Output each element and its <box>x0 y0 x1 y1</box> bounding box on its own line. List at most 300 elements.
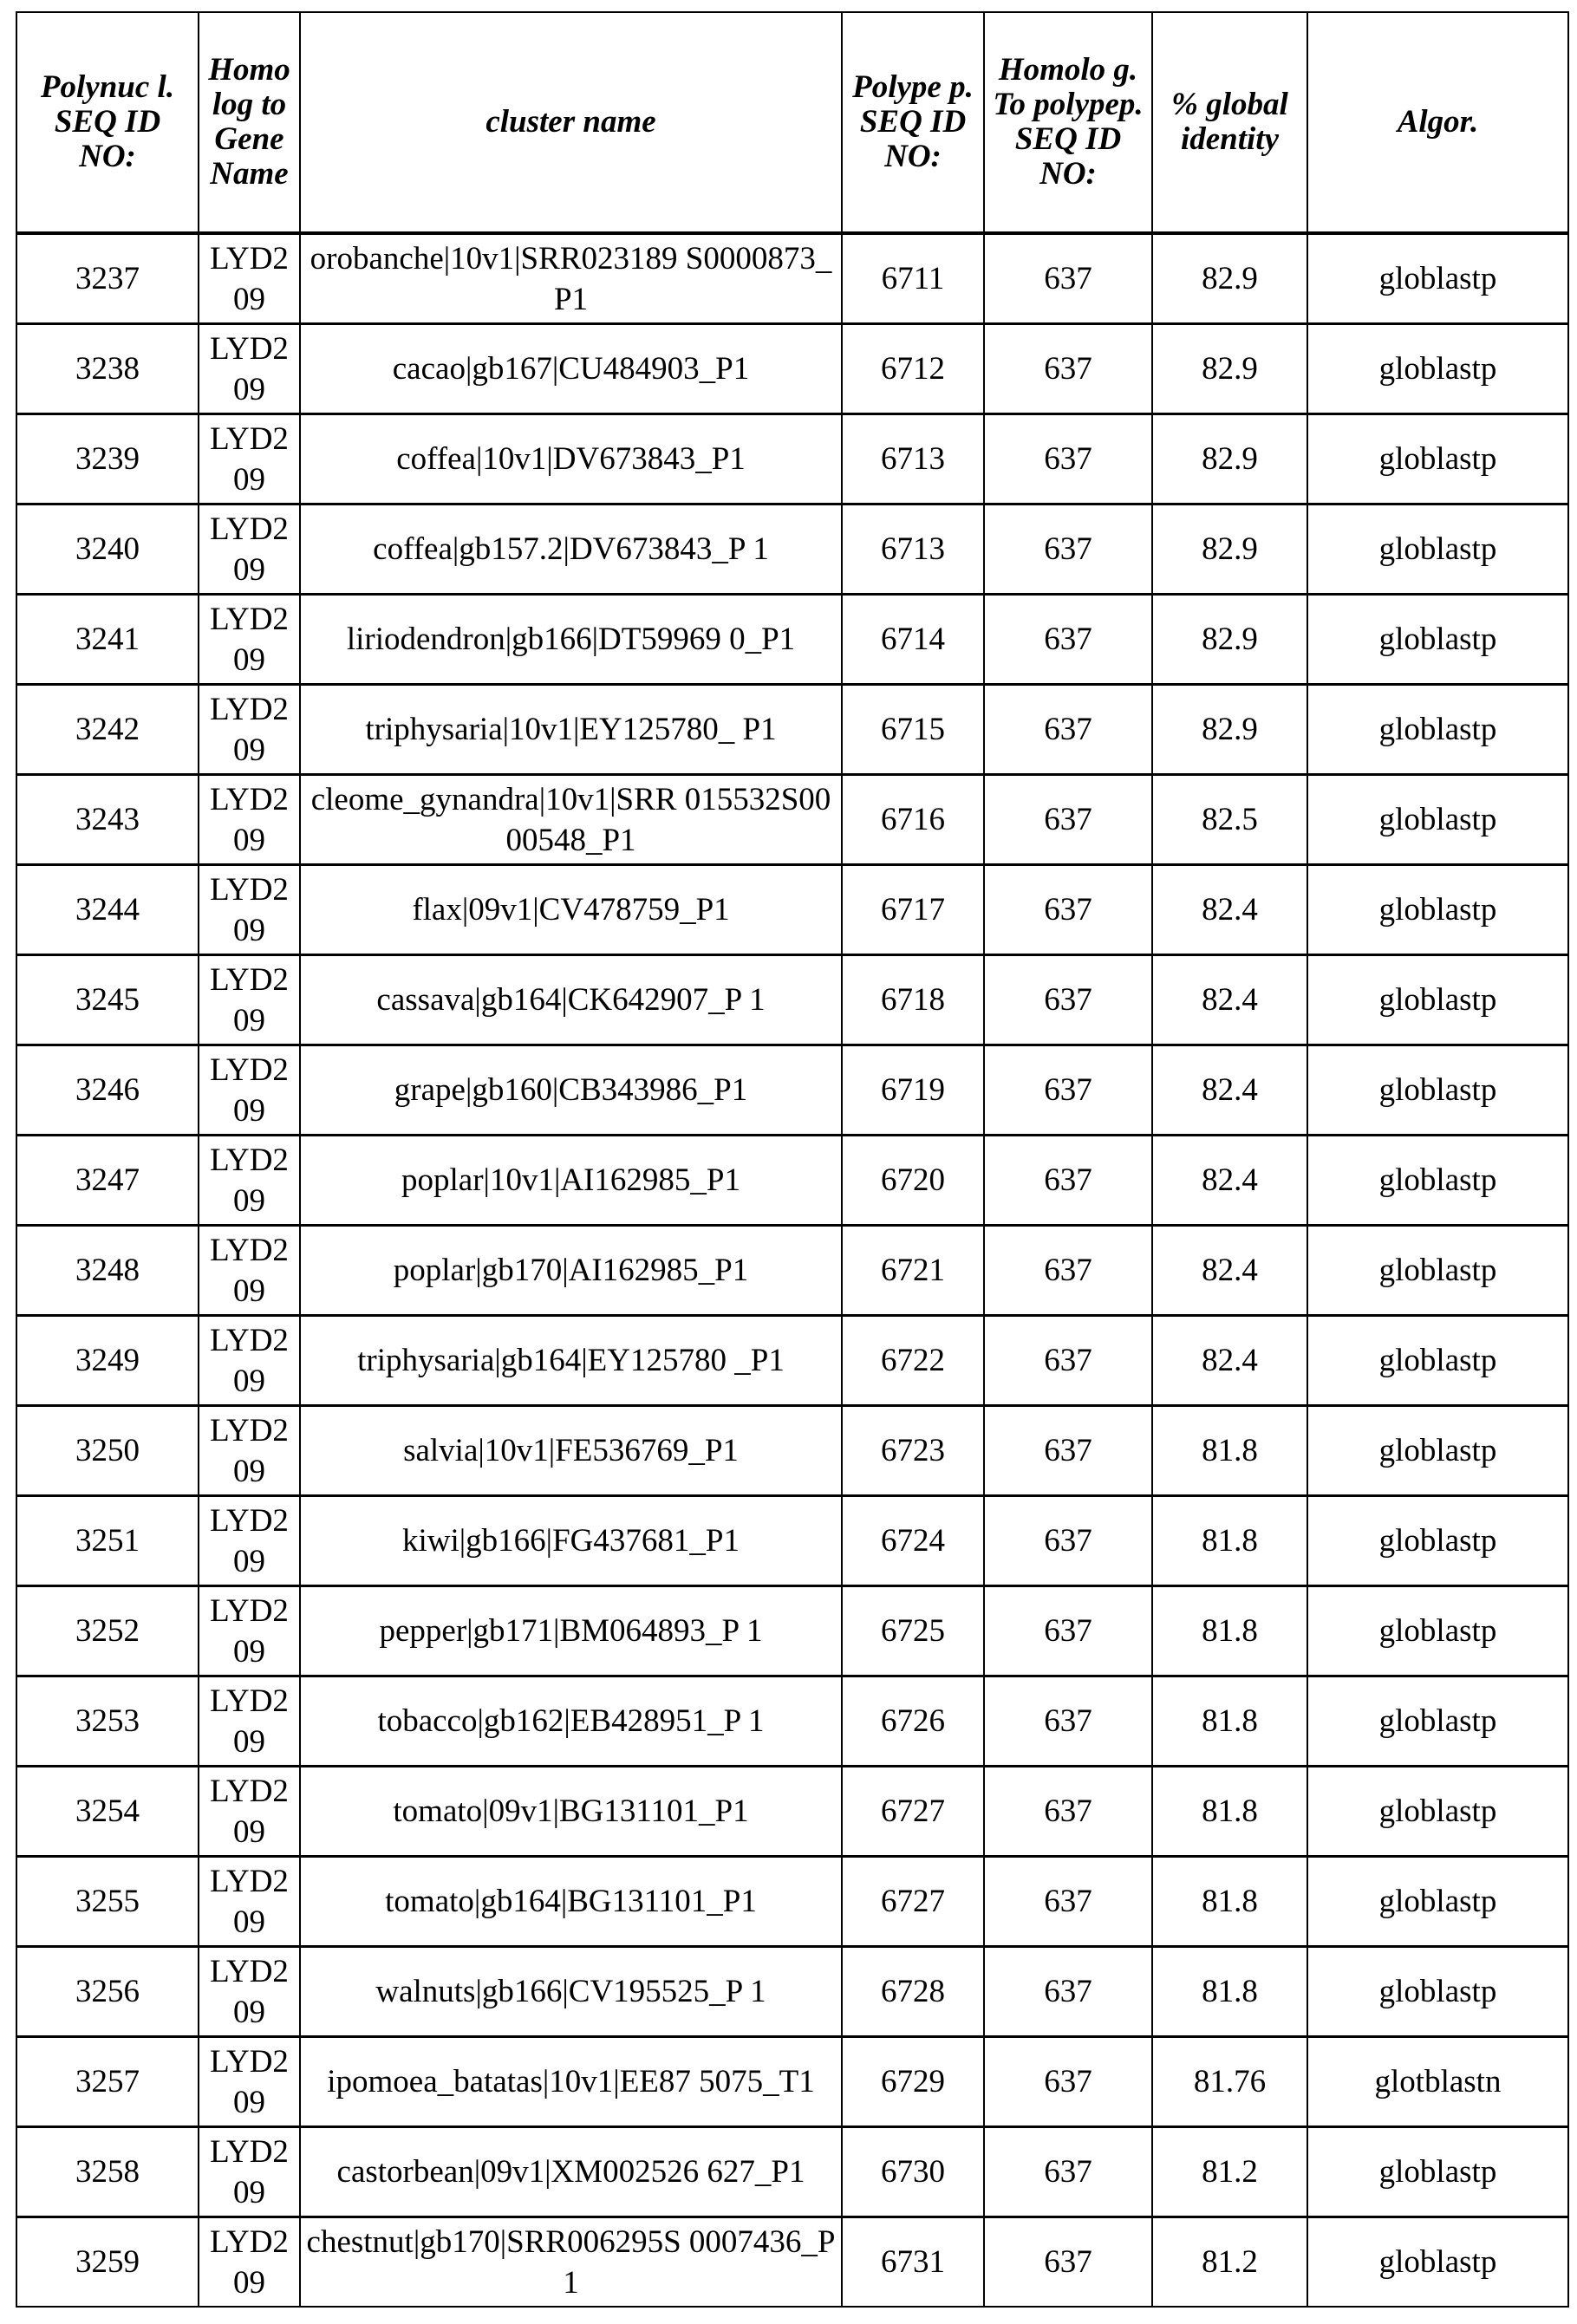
cell-cluster-name-text: ipomoea_batatas|10v1|EE87 5075_T1 <box>327 2064 815 2099</box>
cell-polypep-seq-id <box>842 1406 984 1496</box>
cell-homolog-gene-text: LYD2 09 <box>210 1863 289 1940</box>
cell-polynucl-seq-id-text: 3255 <box>75 1884 140 1919</box>
cell-polypep-seq-id-text: 6728 <box>881 1974 945 2009</box>
cell-homolog-gene <box>199 1676 300 1767</box>
cell-algorithm-text: globlastp <box>1378 531 1497 567</box>
cell-global-identity-text: 81.8 <box>1202 1613 1258 1649</box>
cell-cluster-name-text: chestnut|gb170|SRR006295S 0007436_P1 <box>306 2223 836 2301</box>
cell-cluster-name-text: kiwi|gb166|FG437681_P1 <box>402 1523 740 1559</box>
cell-polynucl-seq-id <box>16 233 199 324</box>
cell-algorithm <box>1307 505 1568 595</box>
cell-homolog-gene <box>199 1586 300 1676</box>
cell-global-identity <box>1152 1045 1307 1136</box>
cell-cluster-name <box>300 1226 842 1316</box>
cell-polynucl-seq-id <box>16 775 199 865</box>
table-row <box>16 955 1568 1045</box>
cell-polynucl-seq-id-text: 3238 <box>75 351 140 387</box>
cell-polypep-seq-id-text: 6711 <box>881 261 945 296</box>
header-cluster-name: cluster name <box>300 12 842 233</box>
table-row <box>16 1406 1568 1496</box>
cell-polypep-seq-id-text: 6724 <box>881 1523 945 1559</box>
cell-polypep-seq-id-text: 6719 <box>881 1072 945 1108</box>
table-row <box>16 2217 1568 2308</box>
cell-polynucl-seq-id <box>16 1136 199 1226</box>
cell-homolog-polypep-seq-id <box>984 1857 1152 1947</box>
cell-homolog-polypep-seq-id-text: 637 <box>1044 1703 1092 1739</box>
cell-homolog-polypep-seq-id <box>984 1586 1152 1676</box>
cell-global-identity-text: 82.4 <box>1202 982 1258 1018</box>
cell-homolog-polypep-seq-id-text: 637 <box>1044 261 1092 296</box>
cell-cluster-name-text: grape|gb160|CB343986_P1 <box>394 1072 748 1108</box>
cell-homolog-polypep-seq-id <box>984 955 1152 1045</box>
cell-global-identity <box>1152 505 1307 595</box>
cell-homolog-polypep-seq-id <box>984 2127 1152 2217</box>
cell-algorithm <box>1307 685 1568 775</box>
header-global-identity: % global identity <box>1152 12 1307 233</box>
cell-global-identity <box>1152 414 1307 505</box>
cell-homolog-gene-text: LYD2 09 <box>210 691 289 768</box>
cell-cluster-name <box>300 1767 842 1857</box>
cell-polypep-seq-id-text: 6716 <box>881 802 945 837</box>
cell-homolog-gene <box>199 2037 300 2127</box>
cell-homolog-polypep-seq-id-text: 637 <box>1044 351 1092 387</box>
table-row <box>16 1226 1568 1316</box>
cell-polynucl-seq-id-text: 3248 <box>75 1253 140 1288</box>
cell-global-identity-text: 82.9 <box>1202 261 1258 296</box>
cell-algorithm-text: globlastp <box>1378 1523 1497 1559</box>
cell-global-identity-text: 81.8 <box>1202 1703 1258 1739</box>
cell-global-identity-text: 82.9 <box>1202 531 1258 567</box>
cell-homolog-gene-text: LYD2 09 <box>210 781 289 858</box>
cell-algorithm-text: globlastp <box>1378 2244 1497 2280</box>
cell-algorithm <box>1307 233 1568 324</box>
cell-homolog-polypep-seq-id-text: 637 <box>1044 802 1092 837</box>
cell-global-identity <box>1152 2217 1307 2308</box>
cell-global-identity-text: 81.8 <box>1202 1433 1258 1468</box>
cell-homolog-gene <box>199 2127 300 2217</box>
cell-cluster-name <box>300 2037 842 2127</box>
cell-global-identity-text: 82.4 <box>1202 1072 1258 1108</box>
cell-homolog-gene <box>199 685 300 775</box>
table-row <box>16 1857 1568 1947</box>
cell-global-identity <box>1152 685 1307 775</box>
cell-global-identity-text: 82.5 <box>1202 802 1258 837</box>
cell-polynucl-seq-id <box>16 1406 199 1496</box>
cell-polypep-seq-id <box>842 1136 984 1226</box>
cell-polypep-seq-id-text: 6712 <box>881 351 945 387</box>
cell-global-identity-text: 82.9 <box>1202 622 1258 657</box>
cell-homolog-polypep-seq-id <box>984 324 1152 414</box>
cell-homolog-polypep-seq-id-text: 637 <box>1044 712 1092 747</box>
cell-algorithm-text: glotblastn <box>1374 2064 1502 2099</box>
table-row <box>16 324 1568 414</box>
cell-global-identity <box>1152 1857 1307 1947</box>
cell-homolog-gene <box>199 1406 300 1496</box>
cell-homolog-polypep-seq-id <box>984 2217 1152 2308</box>
cell-homolog-gene-text: LYD2 09 <box>210 1502 289 1579</box>
cell-global-identity <box>1152 1586 1307 1676</box>
cell-homolog-polypep-seq-id-text: 637 <box>1044 1884 1092 1919</box>
cell-homolog-polypep-seq-id-text: 637 <box>1044 2064 1092 2099</box>
cell-global-identity <box>1152 955 1307 1045</box>
cell-homolog-gene <box>199 324 300 414</box>
cell-polypep-seq-id-text: 6726 <box>881 1703 945 1739</box>
cell-polynucl-seq-id-text: 3259 <box>75 2244 140 2280</box>
cell-cluster-name-text: triphysaria|10v1|EY125780_ P1 <box>365 712 777 747</box>
cell-polypep-seq-id-text: 6722 <box>881 1343 945 1378</box>
cell-homolog-gene <box>199 1947 300 2037</box>
cell-polynucl-seq-id-text: 3246 <box>75 1072 140 1108</box>
cell-polynucl-seq-id-text: 3256 <box>75 1974 140 2009</box>
cell-algorithm <box>1307 595 1568 685</box>
cell-global-identity <box>1152 1226 1307 1316</box>
cell-homolog-polypep-seq-id <box>984 1406 1152 1496</box>
cell-polynucl-seq-id <box>16 1676 199 1767</box>
cell-polypep-seq-id-text: 6731 <box>881 2244 945 2280</box>
cell-algorithm <box>1307 1136 1568 1226</box>
cell-homolog-polypep-seq-id <box>984 414 1152 505</box>
cell-algorithm-text: globlastp <box>1378 712 1497 747</box>
cell-cluster-name <box>300 775 842 865</box>
table-row <box>16 1586 1568 1676</box>
cell-homolog-polypep-seq-id <box>984 233 1152 324</box>
cell-polypep-seq-id <box>842 414 984 505</box>
cell-polypep-seq-id <box>842 955 984 1045</box>
cell-global-identity-text: 81.8 <box>1202 1793 1258 1829</box>
cell-algorithm <box>1307 1316 1568 1406</box>
cell-cluster-name <box>300 505 842 595</box>
cell-homolog-gene-text: LYD2 09 <box>210 1051 289 1129</box>
cell-algorithm <box>1307 414 1568 505</box>
cell-homolog-polypep-seq-id-text: 637 <box>1044 622 1092 657</box>
cell-cluster-name-text: pepper|gb171|BM064893_P 1 <box>379 1613 763 1649</box>
cell-polypep-seq-id-text: 6721 <box>881 1253 945 1288</box>
cell-cluster-name <box>300 233 842 324</box>
cell-homolog-gene-text: LYD2 09 <box>210 1412 289 1489</box>
cell-algorithm <box>1307 865 1568 955</box>
cell-polynucl-seq-id <box>16 1045 199 1136</box>
header-homolog-polypep-seq-id: Homolo g. To polypep. SEQ ID NO: <box>984 12 1152 233</box>
cell-algorithm-text: globlastp <box>1378 2154 1497 2190</box>
cell-global-identity <box>1152 775 1307 865</box>
cell-global-identity-text: 81.76 <box>1193 2064 1267 2099</box>
header-homolog-gene-name: Homo log to Gene Name <box>199 12 300 233</box>
cell-homolog-gene <box>199 595 300 685</box>
cell-polypep-seq-id-text: 6727 <box>881 1884 945 1919</box>
cell-algorithm-text: globlastp <box>1378 1613 1497 1649</box>
cell-algorithm-text: globlastp <box>1378 261 1497 296</box>
cell-polypep-seq-id <box>842 595 984 685</box>
cell-cluster-name-text: castorbean|09v1|XM002526 627_P1 <box>336 2154 805 2190</box>
cell-cluster-name <box>300 2127 842 2217</box>
cell-algorithm <box>1307 2217 1568 2308</box>
cell-polypep-seq-id-text: 6729 <box>881 2064 945 2099</box>
cell-homolog-gene <box>199 1496 300 1586</box>
cell-homolog-gene-text: LYD2 09 <box>210 1592 289 1670</box>
cell-homolog-gene-text: LYD2 09 <box>210 330 289 407</box>
cell-algorithm <box>1307 775 1568 865</box>
cell-polynucl-seq-id <box>16 2127 199 2217</box>
cell-algorithm-text: globlastp <box>1378 892 1497 928</box>
cell-homolog-polypep-seq-id <box>984 1496 1152 1586</box>
cell-polypep-seq-id <box>842 1045 984 1136</box>
cell-polynucl-seq-id-text: 3239 <box>75 441 140 477</box>
cell-homolog-polypep-seq-id <box>984 505 1152 595</box>
cell-homolog-polypep-seq-id-text: 637 <box>1044 1162 1092 1198</box>
cell-cluster-name-text: flax|09v1|CV478759_P1 <box>412 892 730 928</box>
cell-cluster-name-text: cacao|gb167|CU484903_P1 <box>392 351 750 387</box>
cell-algorithm <box>1307 1857 1568 1947</box>
table-header-row <box>16 12 1568 233</box>
cell-polypep-seq-id <box>842 775 984 865</box>
cell-polynucl-seq-id <box>16 1767 199 1857</box>
cell-cluster-name <box>300 1586 842 1676</box>
table-row <box>16 1045 1568 1136</box>
cell-polypep-seq-id <box>842 2037 984 2127</box>
cell-global-identity-text: 81.8 <box>1202 1974 1258 2009</box>
cell-algorithm-text: globlastp <box>1378 1343 1497 1378</box>
cell-algorithm-text: globlastp <box>1378 802 1497 837</box>
cell-homolog-polypep-seq-id <box>984 685 1152 775</box>
cell-polynucl-seq-id <box>16 1496 199 1586</box>
cell-algorithm <box>1307 1045 1568 1136</box>
cell-homolog-gene <box>199 865 300 955</box>
table-row <box>16 505 1568 595</box>
cell-polynucl-seq-id <box>16 2217 199 2308</box>
cell-cluster-name <box>300 1676 842 1767</box>
cell-polypep-seq-id-text: 6715 <box>881 712 945 747</box>
table-body <box>16 233 1568 2307</box>
cell-homolog-polypep-seq-id <box>984 1136 1152 1226</box>
cell-polynucl-seq-id <box>16 414 199 505</box>
cell-global-identity-text: 81.2 <box>1202 2154 1258 2190</box>
cell-polynucl-seq-id-text: 3249 <box>75 1343 140 1378</box>
cell-polynucl-seq-id-text: 3243 <box>75 802 140 837</box>
cell-cluster-name <box>300 955 842 1045</box>
cell-homolog-polypep-seq-id-text: 637 <box>1044 1613 1092 1649</box>
cell-cluster-name <box>300 1045 842 1136</box>
document-page <box>16 11 1569 2308</box>
cell-homolog-polypep-seq-id <box>984 775 1152 865</box>
cell-polypep-seq-id <box>842 505 984 595</box>
cell-polynucl-seq-id <box>16 955 199 1045</box>
cell-polynucl-seq-id <box>16 1947 199 2037</box>
cell-homolog-polypep-seq-id-text: 637 <box>1044 1433 1092 1468</box>
cell-algorithm-text: globlastp <box>1378 622 1497 657</box>
cell-polypep-seq-id-text: 6720 <box>881 1162 945 1198</box>
cell-polypep-seq-id <box>842 1947 984 2037</box>
cell-homolog-gene <box>199 1316 300 1406</box>
cell-algorithm-text: globlastp <box>1378 1793 1497 1829</box>
cell-algorithm <box>1307 324 1568 414</box>
cell-global-identity <box>1152 2127 1307 2217</box>
cell-algorithm-text: globlastp <box>1378 1884 1497 1919</box>
cell-polypep-seq-id <box>842 2127 984 2217</box>
cell-global-identity-text: 82.4 <box>1202 1162 1258 1198</box>
cell-polynucl-seq-id-text: 3241 <box>75 622 140 657</box>
table-row <box>16 775 1568 865</box>
cell-global-identity <box>1152 1676 1307 1767</box>
cell-global-identity <box>1152 1136 1307 1226</box>
cell-global-identity <box>1152 595 1307 685</box>
cell-homolog-gene <box>199 1045 300 1136</box>
cell-polynucl-seq-id <box>16 1316 199 1406</box>
cell-global-identity <box>1152 865 1307 955</box>
cell-homolog-gene <box>199 1767 300 1857</box>
cell-polypep-seq-id <box>842 233 984 324</box>
cell-homolog-gene-text: LYD2 09 <box>210 1953 289 2030</box>
cell-polynucl-seq-id <box>16 1857 199 1947</box>
cell-homolog-gene <box>199 1136 300 1226</box>
cell-cluster-name-text: triphysaria|gb164|EY125780 _P1 <box>357 1343 785 1378</box>
cell-polypep-seq-id <box>842 2217 984 2308</box>
cell-cluster-name-text: coffea|10v1|DV673843_P1 <box>396 441 746 477</box>
cell-algorithm-text: globlastp <box>1378 1703 1497 1739</box>
cell-cluster-name <box>300 1406 842 1496</box>
cell-algorithm-text: globlastp <box>1378 441 1497 477</box>
cell-homolog-polypep-seq-id <box>984 1947 1152 2037</box>
cell-cluster-name-text: cleome_gynandra|10v1|SRR 015532S0000548_P1 <box>310 781 831 858</box>
cell-global-identity <box>1152 1406 1307 1496</box>
cell-global-identity-text: 82.9 <box>1202 712 1258 747</box>
cell-homolog-gene <box>199 775 300 865</box>
cell-polynucl-seq-id-text: 3244 <box>75 892 140 928</box>
table-row <box>16 2037 1568 2127</box>
cell-polypep-seq-id <box>842 1676 984 1767</box>
cell-homolog-gene-text: LYD2 09 <box>210 1322 289 1399</box>
cell-homolog-gene <box>199 414 300 505</box>
cell-algorithm <box>1307 1767 1568 1857</box>
cell-homolog-polypep-seq-id-text: 637 <box>1044 892 1092 928</box>
cell-polypep-seq-id-text: 6718 <box>881 982 945 1018</box>
cell-polynucl-seq-id-text: 3250 <box>75 1433 140 1468</box>
table-row <box>16 233 1568 324</box>
cell-homolog-gene <box>199 955 300 1045</box>
cell-homolog-polypep-seq-id <box>984 1767 1152 1857</box>
cell-algorithm <box>1307 1586 1568 1676</box>
cell-polynucl-seq-id-text: 3254 <box>75 1793 140 1829</box>
cell-polynucl-seq-id <box>16 324 199 414</box>
cell-polynucl-seq-id <box>16 865 199 955</box>
cell-homolog-gene-text: LYD2 09 <box>210 2133 289 2210</box>
cell-cluster-name-text: salvia|10v1|FE536769_P1 <box>403 1433 739 1468</box>
cell-cluster-name <box>300 1857 842 1947</box>
cell-homolog-gene-text: LYD2 09 <box>210 1232 289 1309</box>
cell-algorithm-text: globlastp <box>1378 1974 1497 2009</box>
cell-algorithm <box>1307 1406 1568 1496</box>
cell-cluster-name-text: orobanche|10v1|SRR023189 S0000873_P1 <box>310 240 832 317</box>
cell-polypep-seq-id-text: 6730 <box>881 2154 945 2190</box>
cell-homolog-gene-text: LYD2 09 <box>210 601 289 678</box>
table-row <box>16 1767 1568 1857</box>
cell-polynucl-seq-id-text: 3245 <box>75 982 140 1018</box>
cell-cluster-name <box>300 595 842 685</box>
table-row <box>16 1496 1568 1586</box>
cell-polynucl-seq-id <box>16 1226 199 1316</box>
table-row <box>16 865 1568 955</box>
cell-polynucl-seq-id <box>16 505 199 595</box>
table-row <box>16 1947 1568 2037</box>
cell-cluster-name-text: tomato|gb164|BG131101_P1 <box>385 1884 757 1919</box>
cell-polypep-seq-id <box>842 685 984 775</box>
cell-cluster-name <box>300 685 842 775</box>
cell-cluster-name <box>300 1496 842 1586</box>
cell-global-identity <box>1152 233 1307 324</box>
cell-polypep-seq-id-text: 6717 <box>881 892 945 928</box>
cell-polypep-seq-id <box>842 1586 984 1676</box>
cell-algorithm-text: globlastp <box>1378 1072 1497 1108</box>
cell-homolog-polypep-seq-id <box>984 1676 1152 1767</box>
header-algorithm: Algor. <box>1307 12 1568 233</box>
cell-homolog-gene-text: LYD2 09 <box>210 511 289 588</box>
cell-polynucl-seq-id-text: 3251 <box>75 1523 140 1559</box>
cell-global-identity-text: 82.4 <box>1202 1253 1258 1288</box>
table-row <box>16 595 1568 685</box>
cell-homolog-polypep-seq-id-text: 637 <box>1044 1793 1092 1829</box>
cell-polynucl-seq-id-text: 3237 <box>75 261 140 296</box>
cell-homolog-gene-text: LYD2 09 <box>210 871 289 948</box>
cell-homolog-gene-text: LYD2 09 <box>210 961 289 1038</box>
cell-polypep-seq-id <box>842 324 984 414</box>
cell-polypep-seq-id <box>842 865 984 955</box>
cell-homolog-gene-text: LYD2 09 <box>210 1142 289 1219</box>
cell-cluster-name-text: tomato|09v1|BG131101_P1 <box>393 1793 749 1829</box>
cell-algorithm-text: globlastp <box>1378 982 1497 1018</box>
cell-cluster-name-text: tobacco|gb162|EB428951_P 1 <box>377 1703 765 1739</box>
cell-global-identity-text: 82.9 <box>1202 351 1258 387</box>
cell-homolog-polypep-seq-id-text: 637 <box>1044 2244 1092 2280</box>
cell-homolog-gene-text: LYD2 09 <box>210 2043 289 2120</box>
cell-homolog-gene-text: LYD2 09 <box>210 2223 289 2301</box>
cell-homolog-polypep-seq-id-text: 637 <box>1044 1343 1092 1378</box>
cell-polynucl-seq-id-text: 3247 <box>75 1162 140 1198</box>
cell-homolog-gene <box>199 2217 300 2308</box>
cell-homolog-polypep-seq-id-text: 637 <box>1044 1523 1092 1559</box>
cell-global-identity <box>1152 1767 1307 1857</box>
cell-algorithm-text: globlastp <box>1378 351 1497 387</box>
cell-homolog-gene-text: LYD2 09 <box>210 1683 289 1760</box>
cell-polynucl-seq-id-text: 3252 <box>75 1613 140 1649</box>
cell-global-identity-text: 81.8 <box>1202 1523 1258 1559</box>
cell-polypep-seq-id-text: 6727 <box>881 1793 945 1829</box>
cell-homolog-polypep-seq-id <box>984 1316 1152 1406</box>
cell-homolog-gene <box>199 233 300 324</box>
table-row <box>16 2127 1568 2217</box>
cell-algorithm <box>1307 1226 1568 1316</box>
cell-homolog-gene-text: LYD2 09 <box>210 240 289 317</box>
cell-algorithm <box>1307 2037 1568 2127</box>
cell-homolog-polypep-seq-id <box>984 595 1152 685</box>
cell-homolog-gene <box>199 505 300 595</box>
cell-polynucl-seq-id <box>16 1586 199 1676</box>
cell-global-identity <box>1152 324 1307 414</box>
cell-polypep-seq-id <box>842 1316 984 1406</box>
table-row <box>16 1316 1568 1406</box>
cell-homolog-polypep-seq-id <box>984 2037 1152 2127</box>
cell-homolog-polypep-seq-id-text: 637 <box>1044 2154 1092 2190</box>
cell-algorithm <box>1307 1676 1568 1767</box>
cell-algorithm <box>1307 1496 1568 1586</box>
cell-global-identity-text: 81.2 <box>1202 2244 1258 2280</box>
table-row <box>16 685 1568 775</box>
cell-homolog-polypep-seq-id-text: 637 <box>1044 441 1092 477</box>
table-row <box>16 1676 1568 1767</box>
cell-cluster-name <box>300 414 842 505</box>
cell-global-identity-text: 82.4 <box>1202 892 1258 928</box>
header-polynucl-seq-id: Polynuc l. SEQ ID NO: <box>16 12 199 233</box>
cell-cluster-name <box>300 1316 842 1406</box>
cell-cluster-name-text: walnuts|gb166|CV195525_P 1 <box>375 1974 766 2009</box>
